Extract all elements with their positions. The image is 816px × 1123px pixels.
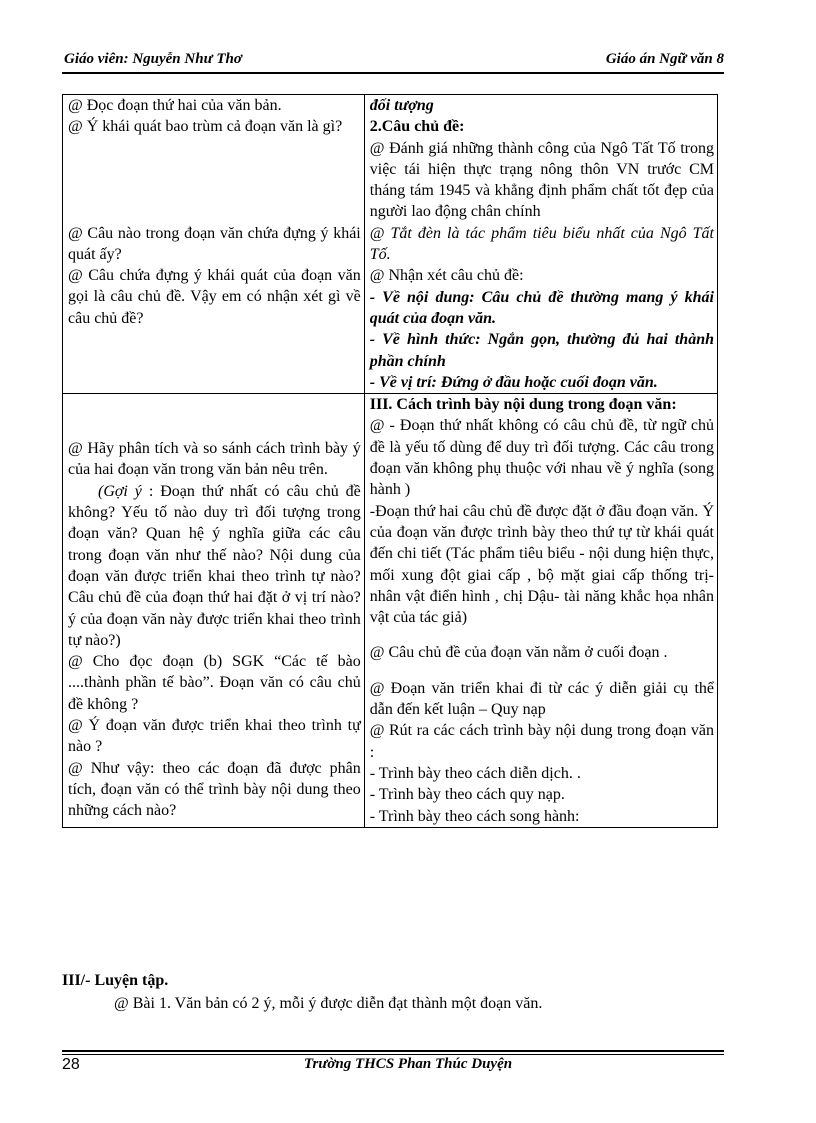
question: @ Câu chứa đựng ý khái quát của đoạn văn gọi là câu chủ đề. Vậy em có nhận xét gì về câu chủ đề? (68, 267, 361, 327)
subheading: 2.Câu chủ đề: (369, 118, 465, 136)
practice-item: @ Bài 1. Văn bản có 2 ý, mỗi ý được diễn đạt thành một đoạn văn. (114, 995, 543, 1012)
activity-cell (63, 95, 365, 394)
content-cell (364, 394, 717, 828)
content-text: - Trình bày theo cách song hành: (369, 807, 580, 825)
question: @ Ý khái quát bao trùm cả đoạn văn là gì? (68, 118, 343, 136)
question: @ Câu nào trong đoạn văn chứa đựng ý khái quát ấy? (68, 224, 361, 263)
content-text: đối tượng (369, 97, 434, 114)
question: @ Như vậy: theo các đoạn đã được phân tích, đoạn văn có thể trình bày nội dung theo những cách nào? (68, 759, 361, 820)
lesson-table (62, 94, 718, 828)
content-text: - Về nội dung: Câu chủ đề thường mang ý khái quát của đoạn văn. (369, 288, 714, 327)
content-text: @ Đánh giá những thành công của Ngô Tất Tố trong việc tái hiện thực trạng nông thôn VN trước CM tháng tám 1945 và khẳng định phẩm chất tốt đẹp của người lao động chân chính (369, 139, 714, 221)
content-text: @ Rút ra các cách trình bày nội dung trong đoạn văn : (369, 722, 714, 761)
question: @ Ý đoạn văn được triển khai theo trình tự nào ? (68, 717, 361, 756)
table-row (63, 95, 718, 394)
table-row (63, 394, 718, 828)
school-name: Trường THCS Phan Thúc Duyện (303, 1056, 513, 1072)
question: @ Hãy phân tích và so sánh cách trình bày ý của hai đoạn văn trong văn bản nêu trên. (68, 440, 361, 479)
content-text: @ - Đoạn thứ nhất không có câu chủ đề, từ ngữ chủ đề là yếu tố dùng để duy trì đối tượng. Các câu trong đoạn văn không phụ thuộc với nhau về ý nghĩa (song hành ) (369, 417, 714, 499)
content-text: @ Tắt đèn là tác phẩm tiêu biểu nhất của Ngô Tất Tố. (369, 224, 714, 264)
content-text: -Đoạn thứ hai câu chủ đề được đặt ở đầu đoạn văn. Ý của đoạn văn được trình bày theo thứ tự từ khái quát đến chi tiết (Tác phẩm tiêu biểu - nội dung hiện thực, mối xung đột giai cấp , bộ mặt giai cấp thống trị- nhân vật điển hình , chị Dậu- tài năng khắc họa nhân vật của tác giả) (369, 502, 714, 627)
question: @ Đọc đoạn thứ hai của văn bản. (68, 97, 282, 114)
section-heading: III. Cách trình bày nội dung trong đoạn văn: (369, 396, 677, 414)
content-text: @ Nhận xét câu chủ đề: (369, 267, 524, 285)
content-text: - Về vị trí: Đứng ở đầu hoặc cuối đoạn văn. (369, 373, 658, 391)
content-cell (364, 95, 717, 394)
footer-rule (62, 1054, 724, 1055)
content-text: - Về hình thức: Ngắn gọn, thường đủ hai thành phần chính (369, 331, 714, 370)
hint-text: : Đoạn thứ nhất có câu chủ đề không? Yếu tố nào duy trì đối tượng trong đoạn văn? Quan hệ ý nghĩa giữa các câu trong đoạn văn như thế nào? Nội dung của đoạn văn được triển khai theo trình tự nào? Câu chủ đề của đoạn thứ hai đặt ở vị trí nào? ý của đoạn văn này được triển khai theo trình tự nào?) (68, 482, 361, 649)
content-text: - Trình bày theo cách quy nạp. (369, 786, 565, 804)
document-title: Giáo án Ngữ văn 8 (605, 51, 724, 67)
hint-label: (Gợi ý (98, 482, 142, 500)
content-text: - Trình bày theo cách diễn dịch. . (369, 764, 581, 782)
page-header (62, 48, 724, 74)
content-text: @ Đoạn văn triển khai đi từ các ý diễn giải cụ thể dẫn đến kết luận – Quy nạp (369, 679, 714, 719)
page-number: 28 (62, 1056, 80, 1073)
teacher-name: Giáo viên: Nguyễn Như Thơ (64, 51, 242, 67)
question: @ Cho đọc đoạn (b) SGK “Các tế bào ....thành phần tế bào”. Đoạn văn có câu chủ đề không ? (68, 653, 361, 713)
hint (68, 481, 361, 651)
content-text: @ Câu chủ đề của đoạn văn nằm ở cuối đoạn . (369, 644, 668, 662)
practice-heading: III/- Luyện tập. (62, 972, 169, 989)
activity-cell (63, 394, 365, 828)
footer-rule (62, 1050, 724, 1052)
